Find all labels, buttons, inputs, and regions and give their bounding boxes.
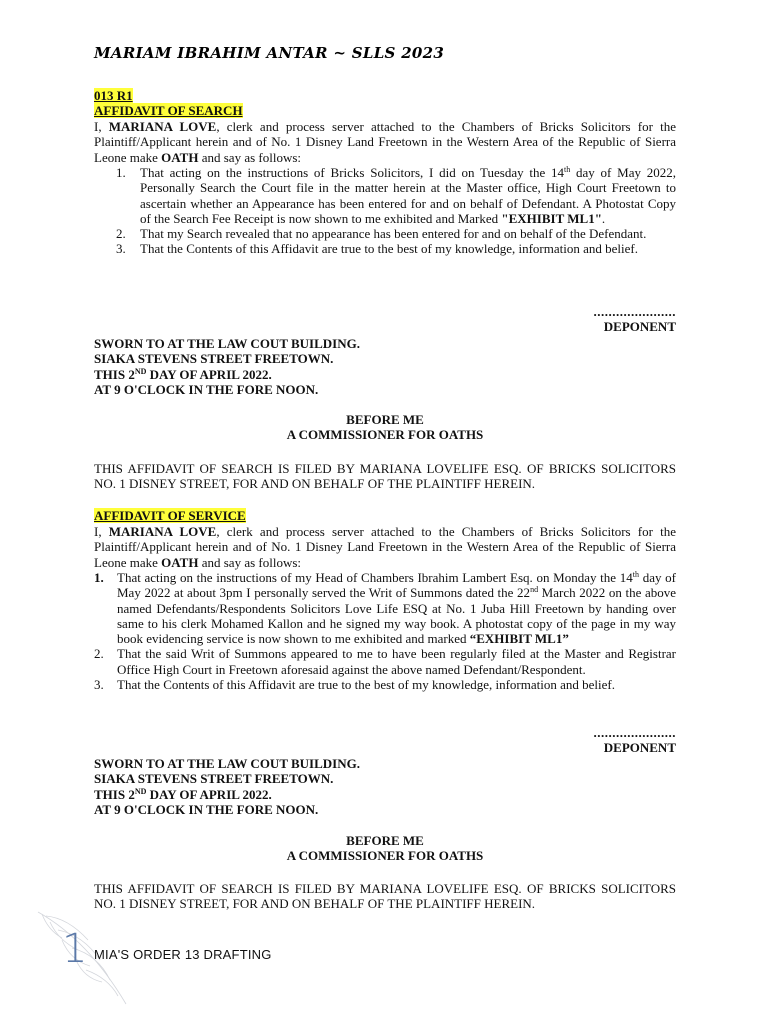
section-title-search: AFFIDAVIT OF SEARCH: [94, 103, 243, 119]
deponent-label: DEPONENT: [603, 740, 676, 756]
service-before-me: BEFORE ME A COMMISSIONER FOR OATHS: [286, 833, 484, 864]
signature-line: ......................: [593, 725, 676, 740]
service-filed-paragraph: THIS AFFIDAVIT OF SEARCH IS FILED BY MARIANA LOVELIFE ESQ. OF BRICKS SOLICITORS NO. 1 DISNEY STREET, FOR AND ON BEHALF OF THE PLAINTIFF HEREIN.: [94, 881, 676, 912]
list-item: 3. That the Contents of this Affidavit are true to the best of my knowledge, information and belief.: [94, 677, 615, 693]
page-number: 1: [62, 926, 88, 972]
section-title-service: AFFIDAVIT OF SERVICE: [94, 508, 246, 523]
search-filed-paragraph: THIS AFFIDAVIT OF SEARCH IS FILED BY MARIANA LOVELIFE ESQ. OF BRICKS SOLICITORS NO. 1 DISNEY STREET, FOR AND ON BEHALF OF THE PLAINTIFF HEREIN.: [94, 461, 676, 492]
deponent-label: DEPONENT: [603, 319, 676, 335]
section-search-heading: [94, 88, 676, 119]
search-before-me: BEFORE ME A COMMISSIONER FOR OATHS: [286, 412, 484, 443]
search-intro-paragraph: I, MARIANA LOVE, clerk and process server attached to the Chambers of Bricks Solicitors for the Plaintiff/Applicant herein and of No. 1 Disney Land Freetown in the Western Area of the Republic of Sierra Leone make OATH and say as follows:: [94, 119, 676, 165]
search-signature: [94, 304, 676, 335]
service-sworn-block: SWORN TO AT THE LAW COUT BUILDING. SIAKA STEVENS STREET FREETOWN. THIS 2ND DAY OF APRIL 2022. AT 9 O'CLOCK IN THE FORE NOON.: [94, 756, 360, 817]
list-item: 1. That acting on the instructions of my Head of Chambers Ibrahim Lambert Esq. on Monday the 14th day of May 2022 at about 3pm I personally served the Writ of Summons dated the 22nd March 2022 on the above named Defendants/Respondents Solicitors Love Life ESQ at No. 1 Juba Hill Freetown by handing over same to his clerk Mohamed Kallon and he signed my way book. A photostat copy of the page in my way book evidencing service is now shown to me exhibited and marked “EXHIBIT ML1”: [94, 570, 676, 647]
signature-line: ......................: [593, 304, 676, 319]
document-header-title: MARIAM IBRAHIM ANTAR ~ SLLS 2023: [94, 44, 445, 62]
search-items-list: [94, 165, 676, 257]
service-items-list: [94, 570, 676, 692]
order-code: 013 R1: [94, 88, 133, 103]
section-service-heading: [94, 508, 676, 523]
list-item: 2. That the said Writ of Summons appeared to me to have been regularly filed at the Master and Registrar Office High Court in Freetown aforesaid against the above named Defendant/Respondent.: [94, 646, 676, 677]
search-sworn-block: SWORN TO AT THE LAW COUT BUILDING. SIAKA STEVENS STREET FREETOWN. THIS 2ND DAY OF APRIL 2022. AT 9 O'CLOCK IN THE FORE NOON.: [94, 336, 360, 397]
list-item: 3. That the Contents of this Affidavit are true to the best of my knowledge, information and belief.: [116, 241, 638, 257]
list-item: 2. That my Search revealed that no appearance has been entered for and on behalf of the Defendant.: [116, 226, 647, 242]
list-item: 1. That acting on the instructions of Bricks Solicitors, I did on Tuesday the 14th day of May 2022, Personally Search the Court file in the matter herein at the Master office, High Court Freetown to ascertain whether an Appearance has been entered for and on behalf of Defendant. A Photostat Copy of the Search Fee Receipt is now shown to me exhibited and Marked "EXHIBIT ML1".: [116, 165, 676, 226]
footer-text: MIA'S ORDER 13 DRAFTING: [94, 947, 272, 962]
service-signature: [94, 725, 676, 756]
service-intro-paragraph: I, MARIANA LOVE, clerk and process server attached to the Chambers of Bricks Solicitors for the Plaintiff/Applicant herein and of No. 1 Disney Land Freetown in the Western Area of the Republic of Sierra Leone make OATH and say as follows:: [94, 524, 676, 570]
